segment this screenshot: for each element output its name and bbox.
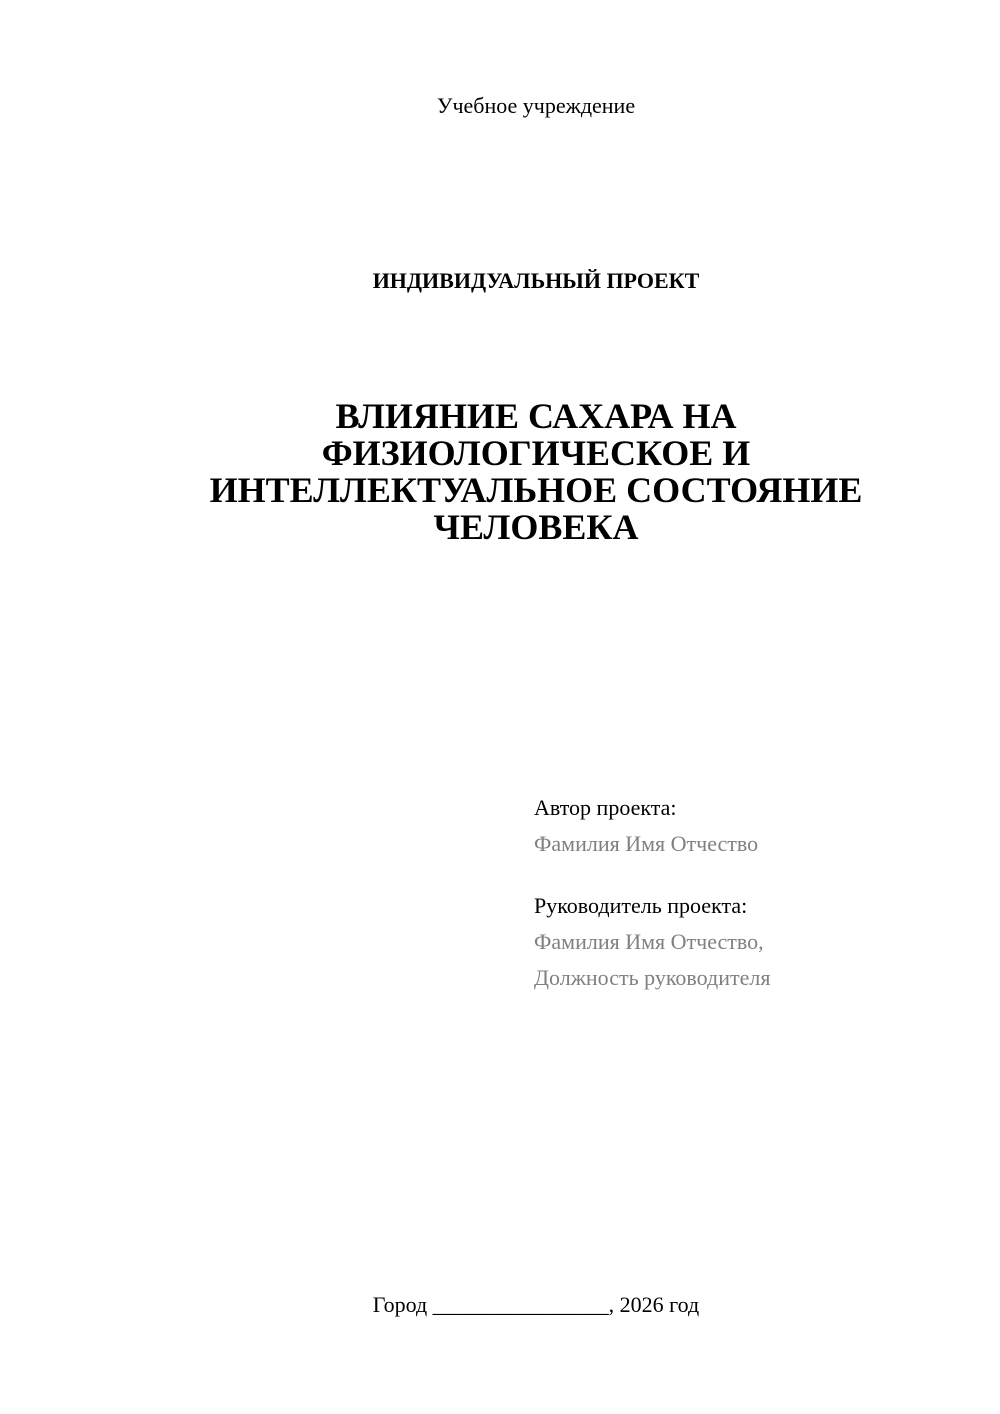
institution-name: Учебное учреждение [436,93,636,118]
supervisor-label: Руководитель проекта: [534,893,748,918]
supervisor-name: Фамилия Имя Отчество, [534,929,764,954]
project-title [120,398,952,546]
author-label: Автор проекта: [534,795,677,820]
project-title-line: ВЛИЯНИЕ САХАРА НА [335,396,737,436]
document-type: ИНДИВИДУАЛЬНЫЙ ПРОЕКТ [372,268,700,293]
author-name: Фамилия Имя Отчество [534,831,759,856]
project-title-line: ИНТЕЛЛЕКТУАЛЬНОЕ СОСТОЯНИЕ [209,470,863,510]
project-title-line: ЧЕЛОВЕКА [433,507,639,547]
supervisor-position: Должность руководителя [534,965,771,990]
credits-block [534,790,974,996]
credits-spacer [534,862,974,888]
city-year-line: Город ________________, 2026 год [372,1292,700,1317]
project-title-line: ФИЗИОЛОГИЧЕСКОЕ И [321,433,751,473]
